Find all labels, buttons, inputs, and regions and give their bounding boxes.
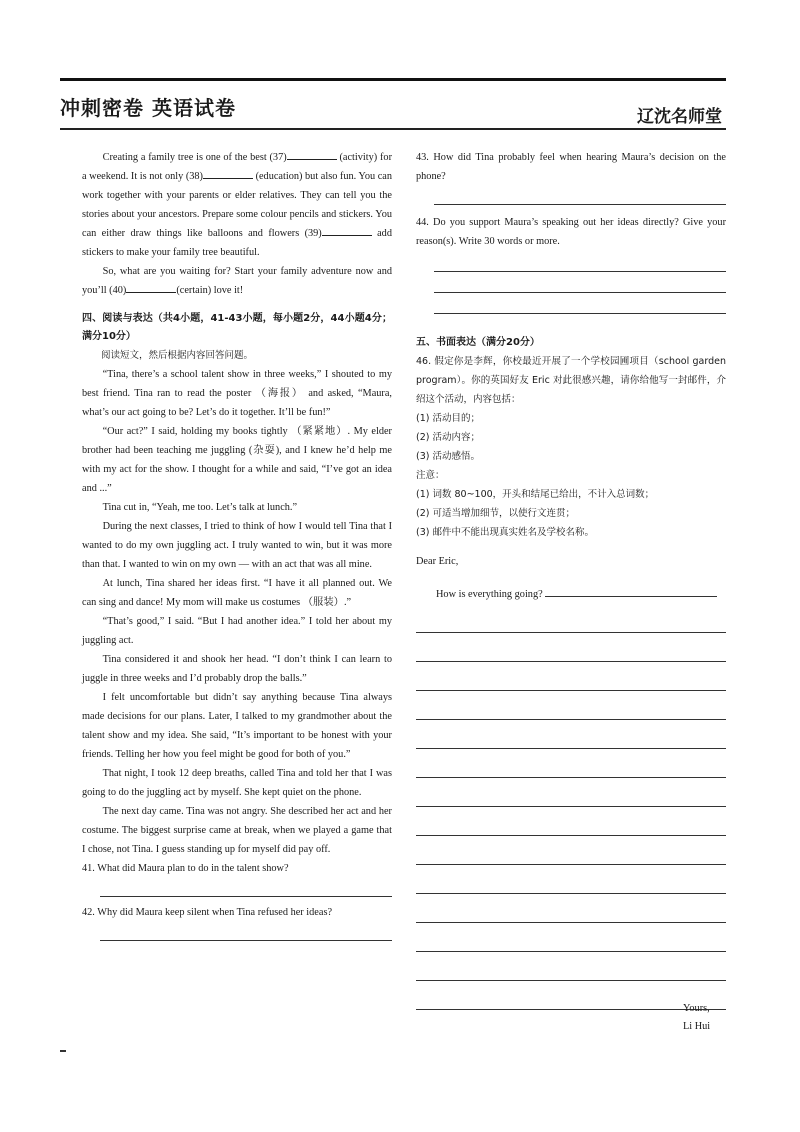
writing-line[interactable] [416,835,726,836]
section-5-title: 五、书面表达（满分20分） [416,337,540,348]
note-item: (2) 可适当增加细节，以使行文连贯； [416,508,575,519]
cloze-text: So, what are you waiting for? Start your family adventure now and you’ll (40) [82,266,392,296]
cloze-text: add stickers to make your family tree beautiful. [82,228,392,258]
writing-line[interactable] [416,748,726,749]
story-paragraph: During the next classes, I tried to think of how I would tell Tina that I wanted to do my own juggling act. I truly wanted to win, but it was more than that. I wanted to win on my own — with an act that was all mine. [82,521,392,570]
writing-line[interactable] [416,922,726,923]
question-43: 43. How did Tina probably feel when hearing Maura’s decision on the phone? [416,152,726,182]
answer-lines-44 [416,271,726,314]
question-44: 44. Do you support Maura’s speaking out her ideas directly? Give your reason(s). Write 30 words or more. [416,217,726,247]
opening-fill-line[interactable] [545,585,717,597]
writing-prompt: 46. 假定你是李辉，你校最近开展了一个学校园圃项目（school garden program）。你的英国好友 Eric 对此很感兴趣，请你给他写一封邮件，介绍这个活动，内容包括： [416,356,726,405]
answer-line-44[interactable] [434,292,726,293]
question-41: 41. What did Maura plan to do in the talent show? [82,863,289,874]
story-paragraph: That night, I took 12 deep breaths, called Tina and told her that I was going to do the juggling act by myself. She kept quiet on the phone. [82,768,392,798]
writing-line[interactable] [416,864,726,865]
question-42: 42. Why did Maura keep silent when Tina refused her ideas? [82,907,333,918]
story-paragraph: “Our act?” I said, holding my books tightly （紧紧地）. My elder brother had been teaching me juggling (杂耍), and I knew he’d help me with my act for the show. I thought for a while and said, “I’ve got an idea and ...” [82,426,392,494]
story-paragraph: The next day came. Tina was not angry. She described her act and her costume. The biggest surprise came at break, when we played a game that I chose, not Tina. I guess standing up for myself did pay off. [82,806,392,855]
exam-title: 冲刺密卷 英语试卷 [60,96,236,120]
story-paragraph: I felt uncomfortable but didn’t say anything because Tina always made decisions for our plans. Later, I talked to my grandmother about the talent show and my idea. She said, “It’s important to be honest with your friends. Telling her how you feel might be good for both of you.” [82,692,392,760]
cloze-text: (education) but also fun. You can work together with your parents or elder relatives. They can tell you the stories about your ancestors. Prepare some colour pencils and stickers. You can either draw things like balloons and flowers (39) [82,171,392,239]
content-item: (2) 活动内容； [416,432,480,443]
blank-40[interactable] [126,281,176,293]
left-column [82,148,392,941]
writing-line[interactable] [416,690,726,691]
writing-line[interactable] [416,951,726,952]
writing-line[interactable] [416,777,726,778]
note-item: (3) 邮件中不能出现真实姓名及学校名称。 [416,527,594,538]
cloze-text: (activity) for a weekend. It is not only (38) [82,152,392,182]
writing-line[interactable] [416,980,726,981]
writing-line[interactable] [416,806,726,807]
writing-line[interactable] [416,632,726,633]
writing-line[interactable] [416,1009,726,1010]
answer-line-42[interactable] [100,940,392,941]
page-mark [60,1050,66,1052]
blank-39[interactable] [322,224,372,236]
answer-line-44[interactable] [434,271,726,272]
content-item: (1) 活动目的； [416,413,480,424]
section-4-title: 四、阅读与表达（共4小题，41-43小题，每小题2分，44小题4分；满分10分） [82,313,392,342]
top-rule [60,78,726,81]
writing-line[interactable] [416,719,726,720]
story-paragraph: Tina considered it and shook her head. “I don’t think I can learn to juggle in three weeks and I’d probably drop the balls.” [82,654,392,684]
right-column [416,148,726,1010]
content-item: (3) 活动感悟。 [416,451,480,462]
reading-instruction: 阅读短文，然后根据内容回答问题。 [101,350,254,361]
publisher-brand: 辽沈名师堂 [637,107,722,127]
letter-greeting: Dear Eric, [416,556,459,567]
story-paragraph: Tina cut in, “Yeah, me too. Let’s talk at lunch.” [102,502,298,513]
answer-line-44[interactable] [434,313,726,314]
story-paragraph: “Tina, there’s a school talent show in three weeks,” I shouted to my best friend. Tina ran to read the poster （海报） and asked, “Maura, what’s our act going to be? Let’s do it together. It’ll be fun!” [82,369,392,418]
writing-line[interactable] [416,893,726,894]
note-item: (1) 词数 80~100，开头和结尾已给出，不计入总词数； [416,489,655,500]
letter-closing: Yours, [683,1003,710,1014]
letter-opening [436,585,726,604]
blank-37[interactable] [287,148,337,160]
cloze-text: (certain) love it! [176,285,244,296]
header-rule [60,128,726,130]
answer-line-43[interactable] [434,204,726,205]
cloze-text: Creating a family tree is one of the best (37) [102,152,287,163]
opening-text: How is everything going? [436,589,543,600]
letter-signature: Li Hui [683,1021,711,1032]
story-paragraph: “That’s good,” I said. “But I had another idea.” I told her about my juggling act. [82,616,392,646]
cloze-paragraph-1 [82,148,392,262]
note-label: 注意： [416,470,445,481]
answer-line-41[interactable] [100,896,392,897]
story-paragraph: At lunch, Tina shared her ideas first. “I have it all planned out. We can sing and dance! My mom will make us costumes （服装）.” [82,578,392,608]
cloze-paragraph-2 [82,262,392,300]
writing-line[interactable] [416,661,726,662]
blank-38[interactable] [203,167,253,179]
